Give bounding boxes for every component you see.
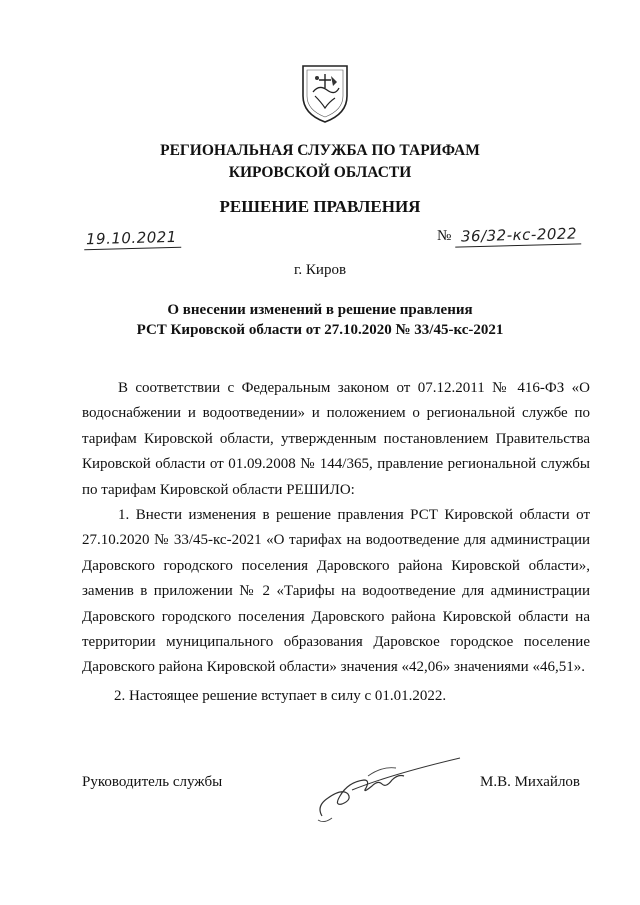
number-sign: № bbox=[437, 228, 452, 244]
org-line-2: КИРОВСКОЙ ОБЛАСТИ bbox=[228, 164, 412, 181]
subject-line-1: О внесении изменений в решение правления bbox=[167, 302, 473, 318]
organization-name bbox=[0, 140, 640, 184]
document-type-heading: РЕШЕНИЕ ПРАВЛЕНИЯ bbox=[219, 197, 421, 216]
paragraph-item-1: 1. Внести изменения в решение правления РСТ Кировской области от 27.10.2020 № 33/45-кс-2021 «О тарифах на водоотведение для администрации Даровского городского поселения Даровского района Кировской области», заменив в приложении № 2 «Тарифы на водоотведение для администрации Даровского городского поселения Даровского района Кировской области на территории муниципального образования Даровское городское поселение Даровского района Кировской области» значения «42,06» значениями «46,51». bbox=[82, 507, 590, 676]
paragraph-item-2: 2. Настоящее решение вступает в силу с 01.01.2022. bbox=[114, 687, 447, 704]
org-line-1: РЕГИОНАЛЬНАЯ СЛУЖБА ПО ТАРИФАМ bbox=[160, 142, 480, 159]
city: г. Киров bbox=[293, 262, 347, 278]
document-subject bbox=[0, 300, 640, 340]
signatory-name: М.В. Михайлов bbox=[480, 774, 581, 790]
signatory-title: Руководитель службы bbox=[82, 774, 223, 790]
document-number-block bbox=[437, 226, 581, 246]
document-number: 36/32-кс-2022 bbox=[455, 224, 582, 247]
paragraph-preamble: В соответствии с Федеральным законом от 07.12.2011 № 416-ФЗ «О водоснабжении и водоотведении» и положением о региональной службе по тарифам Кировской области, утвержденным постановлением Правительства Кировской области от 01.09.2008 № 144/365, правление региональной службы по тарифам Кировской области РЕШИЛО: bbox=[82, 380, 590, 498]
kirov-oblast-coat-of-arms-icon bbox=[297, 62, 353, 124]
subject-line-2: РСТ Кировской области от 27.10.2020 № 33/45-кс-2021 bbox=[136, 322, 504, 338]
document-body bbox=[82, 376, 590, 709]
document-date: 19.10.2021 bbox=[84, 228, 181, 251]
handwritten-signature bbox=[312, 746, 462, 826]
